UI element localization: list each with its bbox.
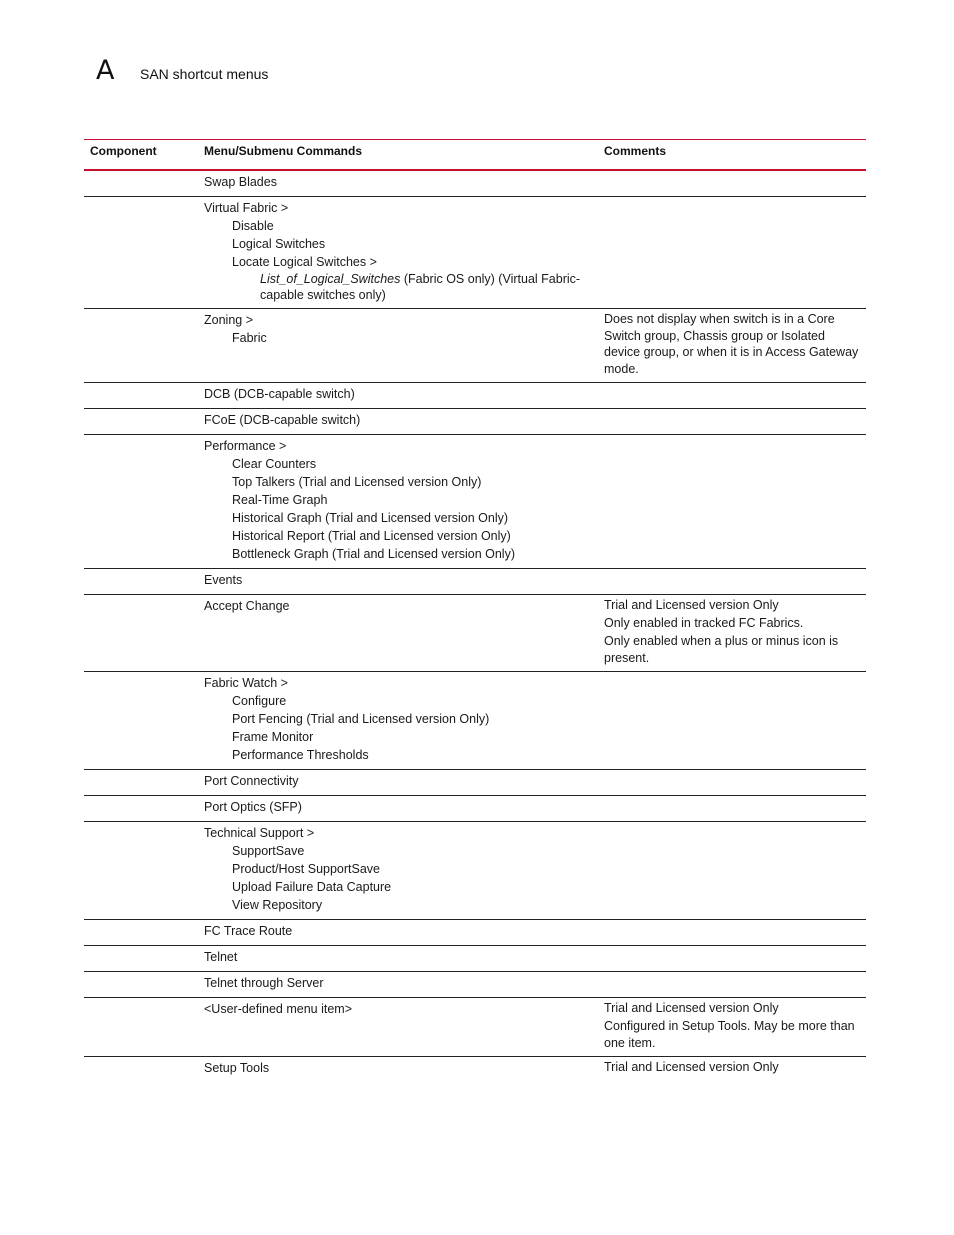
component-cell bbox=[84, 998, 197, 1057]
menu-cell bbox=[197, 946, 598, 972]
table-row bbox=[84, 383, 866, 409]
comments-cell bbox=[598, 409, 866, 435]
comments-cell bbox=[598, 822, 866, 920]
table-row bbox=[84, 435, 866, 569]
menu-item: FCoE (DCB-capable switch) bbox=[204, 413, 361, 427]
shortcut-menu-table bbox=[84, 139, 866, 1082]
menu-item: Performance > bbox=[204, 439, 287, 453]
component-cell bbox=[84, 770, 197, 796]
table-row bbox=[84, 770, 866, 796]
table-row bbox=[84, 309, 866, 383]
submenu-item: Disable bbox=[232, 219, 274, 233]
menu-item: Swap Blades bbox=[204, 175, 277, 189]
comments-cell bbox=[598, 170, 866, 197]
menu-cell bbox=[197, 672, 598, 770]
menu-item: Port Connectivity bbox=[204, 774, 299, 788]
submenu-item: Frame Monitor bbox=[232, 730, 314, 744]
comment-text: Trial and Licensed version Only bbox=[604, 1060, 779, 1074]
menu-cell bbox=[197, 595, 598, 672]
appendix-letter: A bbox=[96, 55, 115, 86]
table-row bbox=[84, 1057, 866, 1083]
table-row bbox=[84, 972, 866, 998]
submenu-item: Product/Host SupportSave bbox=[232, 862, 380, 876]
menu-item: FC Trace Route bbox=[204, 924, 293, 938]
comments-cell bbox=[598, 672, 866, 770]
menu-table bbox=[84, 139, 866, 1082]
submenu-item: Configure bbox=[232, 694, 287, 708]
table-row bbox=[84, 672, 866, 770]
table-row bbox=[84, 946, 866, 972]
submenu-item: Logical Switches bbox=[232, 237, 326, 251]
submenu-item: Clear Counters bbox=[232, 457, 317, 471]
table-row bbox=[84, 920, 866, 946]
submenu-item: Top Talkers (Trial and Licensed version Only) bbox=[232, 475, 482, 489]
table-row bbox=[84, 998, 866, 1057]
component-cell bbox=[84, 383, 197, 409]
component-cell bbox=[84, 309, 197, 383]
menu-cell bbox=[197, 770, 598, 796]
comments-cell bbox=[598, 920, 866, 946]
comments-cell bbox=[598, 197, 866, 309]
submenu-item: Historical Graph (Trial and Licensed version Only) bbox=[232, 511, 509, 525]
column-header-component: Component bbox=[84, 140, 197, 171]
component-cell bbox=[84, 569, 197, 595]
comments-cell bbox=[598, 383, 866, 409]
menu-cell bbox=[197, 409, 598, 435]
menu-item: Accept Change bbox=[204, 599, 290, 613]
submenu-item-level2 bbox=[204, 271, 592, 303]
component-cell bbox=[84, 822, 197, 920]
menu-cell bbox=[197, 920, 598, 946]
menu-item: Technical Support > bbox=[204, 826, 315, 840]
component-cell bbox=[84, 595, 197, 672]
submenu-item: SupportSave bbox=[232, 844, 305, 858]
column-header-comments: Comments bbox=[598, 140, 866, 171]
comment-text: Trial and Licensed version Only bbox=[604, 598, 779, 612]
component-cell bbox=[84, 1057, 197, 1083]
menu-cell bbox=[197, 822, 598, 920]
menu-item: DCB (DCB-capable switch) bbox=[204, 387, 355, 401]
component-cell bbox=[84, 197, 197, 309]
menu-cell bbox=[197, 998, 598, 1057]
table-row bbox=[84, 595, 866, 672]
submenu-item: Upload Failure Data Capture bbox=[232, 880, 392, 894]
menu-cell bbox=[197, 383, 598, 409]
component-cell bbox=[84, 170, 197, 197]
submenu-item: Locate Logical Switches > bbox=[232, 255, 377, 269]
submenu-item: Fabric bbox=[232, 331, 267, 345]
menu-cell bbox=[197, 197, 598, 309]
menu-item: Fabric Watch > bbox=[204, 676, 288, 690]
comments-cell bbox=[598, 998, 866, 1057]
menu-cell bbox=[197, 796, 598, 822]
comments-cell bbox=[598, 770, 866, 796]
comments-cell bbox=[598, 1057, 866, 1083]
logical-switches-list-note: (Fabric OS only) (Virtual Fabric-capable switches only) bbox=[260, 272, 581, 302]
component-cell bbox=[84, 435, 197, 569]
menu-cell bbox=[197, 972, 598, 998]
component-cell bbox=[84, 920, 197, 946]
submenu-item: Bottleneck Graph (Trial and Licensed version Only) bbox=[232, 547, 516, 561]
comments-cell bbox=[598, 435, 866, 569]
comment-text: Only enabled when a plus or minus icon is present. bbox=[604, 634, 839, 665]
menu-item: Setup Tools bbox=[204, 1061, 270, 1075]
table-row bbox=[84, 796, 866, 822]
table-header-row bbox=[84, 140, 866, 171]
submenu-item: Port Fencing (Trial and Licensed version Only) bbox=[232, 712, 490, 726]
table-row bbox=[84, 822, 866, 920]
submenu-item: Real-Time Graph bbox=[232, 493, 328, 507]
menu-item: Telnet through Server bbox=[204, 976, 324, 990]
submenu-item: Historical Report (Trial and Licensed version Only) bbox=[232, 529, 511, 543]
comments-cell bbox=[598, 595, 866, 672]
component-cell bbox=[84, 946, 197, 972]
menu-item: <User-defined menu item> bbox=[204, 1002, 352, 1016]
column-header-menu: Menu/Submenu Commands bbox=[197, 140, 598, 171]
menu-item: Zoning > bbox=[204, 313, 253, 327]
comment-text: Configured in Setup Tools. May be more than one item. bbox=[604, 1019, 855, 1050]
menu-cell bbox=[197, 569, 598, 595]
menu-item: Port Optics (SFP) bbox=[204, 800, 302, 814]
comments-cell bbox=[598, 796, 866, 822]
menu-item: Events bbox=[204, 573, 243, 587]
submenu-item: Performance Thresholds bbox=[232, 748, 369, 762]
logical-switches-list-term: List_of_Logical_Switches bbox=[260, 272, 401, 286]
menu-item: Virtual Fabric > bbox=[204, 201, 289, 215]
menu-cell bbox=[197, 1057, 598, 1083]
comments-cell bbox=[598, 569, 866, 595]
comments-cell bbox=[598, 309, 866, 383]
menu-cell bbox=[197, 435, 598, 569]
menu-cell bbox=[197, 170, 598, 197]
comments-cell bbox=[598, 946, 866, 972]
component-cell bbox=[84, 796, 197, 822]
table-row bbox=[84, 170, 866, 197]
menu-item: Telnet bbox=[204, 950, 238, 964]
component-cell bbox=[84, 672, 197, 770]
table-row bbox=[84, 197, 866, 309]
menu-cell bbox=[197, 309, 598, 383]
comment-text: Only enabled in tracked FC Fabrics. bbox=[604, 616, 804, 630]
comments-cell bbox=[598, 972, 866, 998]
component-cell bbox=[84, 972, 197, 998]
comment-text: Does not display when switch is in a Core Switch group, Chassis group or Isolated device group, or when it is in Access Gateway mode. bbox=[604, 312, 859, 376]
table-row bbox=[84, 409, 866, 435]
running-title: SAN shortcut menus bbox=[140, 66, 269, 82]
comment-text: Trial and Licensed version Only bbox=[604, 1001, 779, 1015]
table-row bbox=[84, 569, 866, 595]
component-cell bbox=[84, 409, 197, 435]
submenu-item: View Repository bbox=[232, 898, 323, 912]
